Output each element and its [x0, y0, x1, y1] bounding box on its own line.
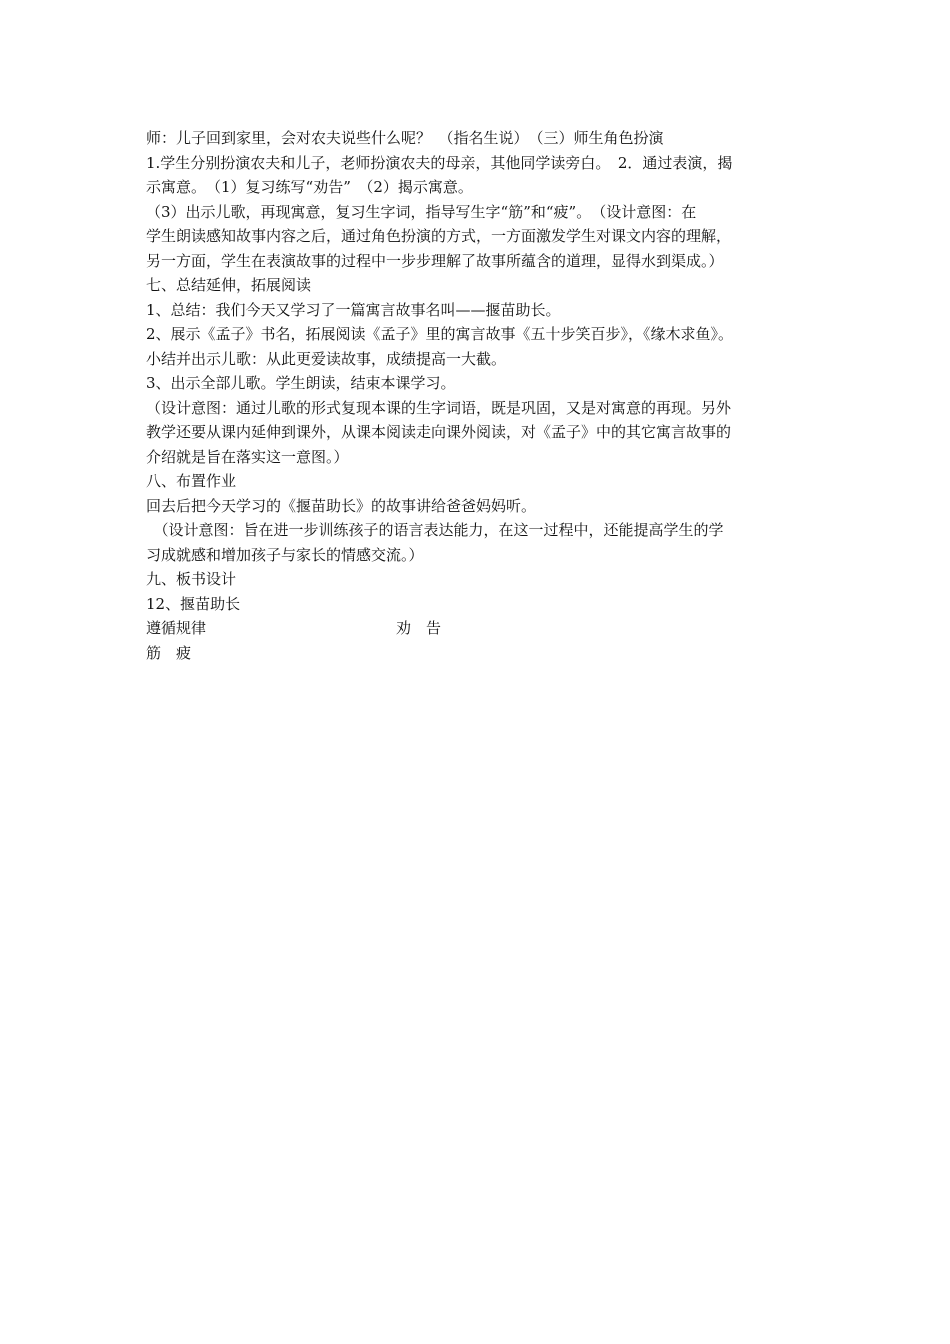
text-line-14: 介绍就是旨在落实这一意图。）	[146, 447, 349, 466]
text-line-13: 教学还要从课内延伸到课外，从课本阅读走向课外阅读，对《孟子》中的其它寓言故事的	[146, 423, 732, 441]
text-line-5: 学生朗读感知故事内容之后，通过角色扮演的方式，一方面激发学生对课文内容的理解，	[146, 227, 732, 245]
text-line-6: 另一方面，学生在表演故事的过程中一步步理解了故事所蕴含的道理，显得水到渠成。）	[146, 251, 724, 270]
text-line-9: 2、展示《孟子》书名，拓展阅读《孟子》里的寓言故事《五十步笑百步》，《缘木求鱼》。	[146, 325, 734, 343]
text-line-10: 小结并出示儿歌：从此更爱读故事，成绩提高一大截。	[146, 349, 507, 368]
section-heading-summary: 七、总结延伸，拓展阅读	[146, 276, 312, 294]
text-line-2: 1.学生分别扮演农夫和儿子，老师扮演农夫的母亲，其他同学读旁白。 2．通过表演，揭	[146, 153, 733, 172]
text-line-11: 3、出示全部儿歌。学生朗读，结束本课学习。	[146, 374, 456, 392]
board-item-advise: 劝 告	[396, 619, 442, 637]
board-row-1	[146, 616, 826, 641]
section-heading-homework: 八、布置作业	[146, 472, 237, 490]
text-line-1: 师：儿子回到家里，会对农夫说些什么呢？ （指名生说） （三）师生角色扮演	[146, 129, 664, 147]
text-line-12: （设计意图：通过儿歌的形式复现本课的生字词语，既是巩固，又是对寓意的再现。另外	[146, 398, 732, 417]
document-page	[146, 126, 826, 665]
board-item-exhausted: 筋 疲	[146, 643, 192, 662]
board-title: 12、揠苗助长	[146, 594, 241, 613]
text-line-8: 1、总结：我们今天又学习了一篇寓言故事名叫——揠苗助长。	[146, 300, 561, 319]
section-heading-board: 九、板书设计	[146, 570, 237, 588]
text-line-17: （设计意图：旨在进一步训练孩子的语言表达能力，在这一过程中，还能提高学生的学	[146, 521, 724, 539]
board-item-follow-rules: 遵循规律	[146, 619, 207, 637]
text-line-18: 习成就感和增加孩子与家长的情感交流。）	[146, 545, 424, 564]
text-line-3: 示寓意。 （1）复习练写“劝告” （2）揭示寓意。	[146, 178, 473, 196]
board-row-2	[146, 641, 826, 666]
text-line-4: （3）出示儿歌，再现寓意，复习生字词，指导写生字“筋”和“疲”。 （设计意图：在	[146, 202, 697, 221]
text-line-16: 回去后把今天学习的《揠苗助长》的故事讲给爸爸妈妈听。	[146, 496, 537, 515]
